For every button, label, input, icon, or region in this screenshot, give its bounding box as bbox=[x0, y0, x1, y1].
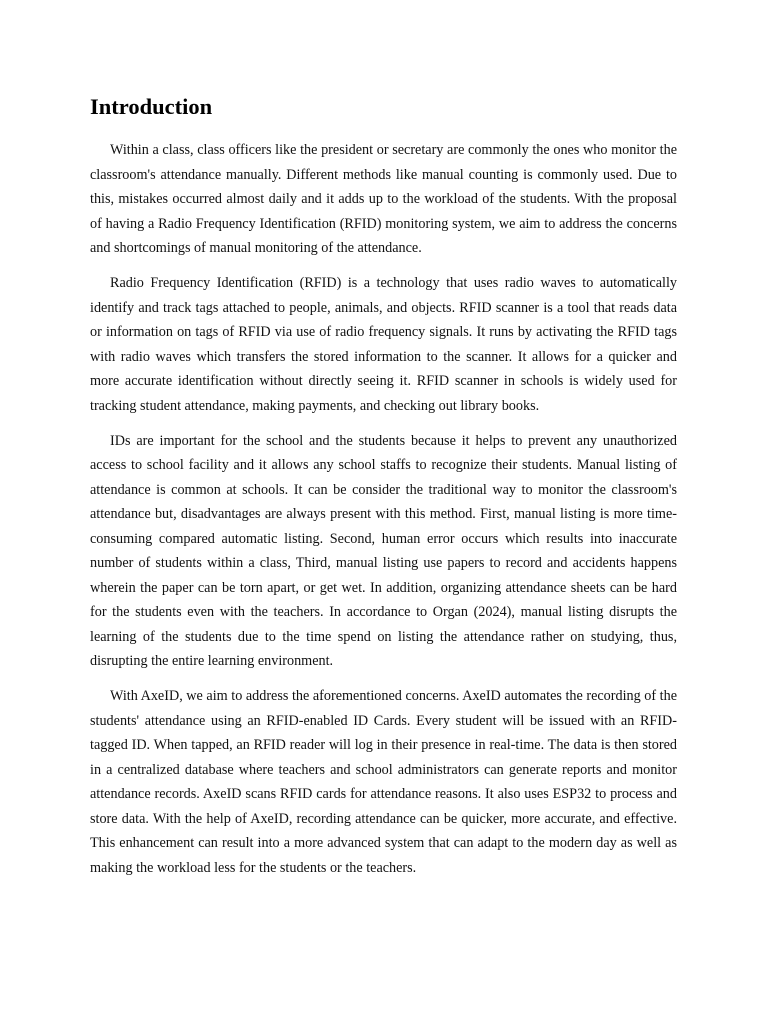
paragraph-4: With AxeID, we aim to address the aforementioned concerns. AxeID automates the recording of the students' attendance using an RFID-enabled ID Cards. Every student will be issued with an RFID-tagged ID. When tapped, an RFID reader will log in their presence in real-time. The data is then stored in a centralized database where teachers and school administrators can generate reports and monitor attendance records. AxeID scans RFID cards for attendance reasons. It also uses ESP32 to process and store data. With the help of AxeID, recording attendance can be quicker, more accurate, and effective. This enhancement can result into a more advanced system that can adapt to the modern day as well as making the workload less for the students or the teachers. bbox=[90, 688, 677, 876]
paragraph-3: IDs are important for the school and the students because it helps to prevent any unauthorized access to school facility and it allows any school staffs to recognize their students. Manual listing of attendance is common at schools. It can be consider the traditional way to monitor the classroom's attendance but, disadvantages are always present with this method. First, manual listing is more time-consuming compared automatic listing. Second, human error occurs which results into inaccurate number of students within a class, Third, manual listing use papers to record and accidents happens wherein the paper can be torn apart, or get wet. In addition, organizing attendance sheets can be hard for the students even with the teachers. In accordance to Organ (2024), manual listing disrupts the learning of the students due to the time spend on listing the attendance rather on studying, thus, disrupting the entire learning environment. bbox=[90, 432, 677, 669]
paragraph-2: Radio Frequency Identification (RFID) is a technology that uses radio waves to automatically identify and track tags attached to people, animals, and objects. RFID scanner is a tool that reads data or information on tags of RFID via use of radio frequency signals. It runs by activating the RFID tags with radio waves which transfers the stored information to the scanner. It allows for a quicker and more accurate identification without directly seeing it. RFID scanner in schools is widely used for tracking student attendance, making payments, and checking out library books. bbox=[90, 275, 677, 414]
section-heading: Introduction bbox=[90, 94, 213, 119]
document-body bbox=[90, 92, 677, 891]
paragraph-1: Within a class, class officers like the president or secretary are commonly the ones who monitor the classroom's attendance manually. Different methods like manual counting is commonly used. Due to this, mistakes occurred almost daily and it adds up to the workload of the students. With the proposal of having a Radio Frequency Identification (RFID) monitoring system, we aim to address the concerns and shortcomings of manual monitoring of the attendance. bbox=[90, 142, 677, 256]
